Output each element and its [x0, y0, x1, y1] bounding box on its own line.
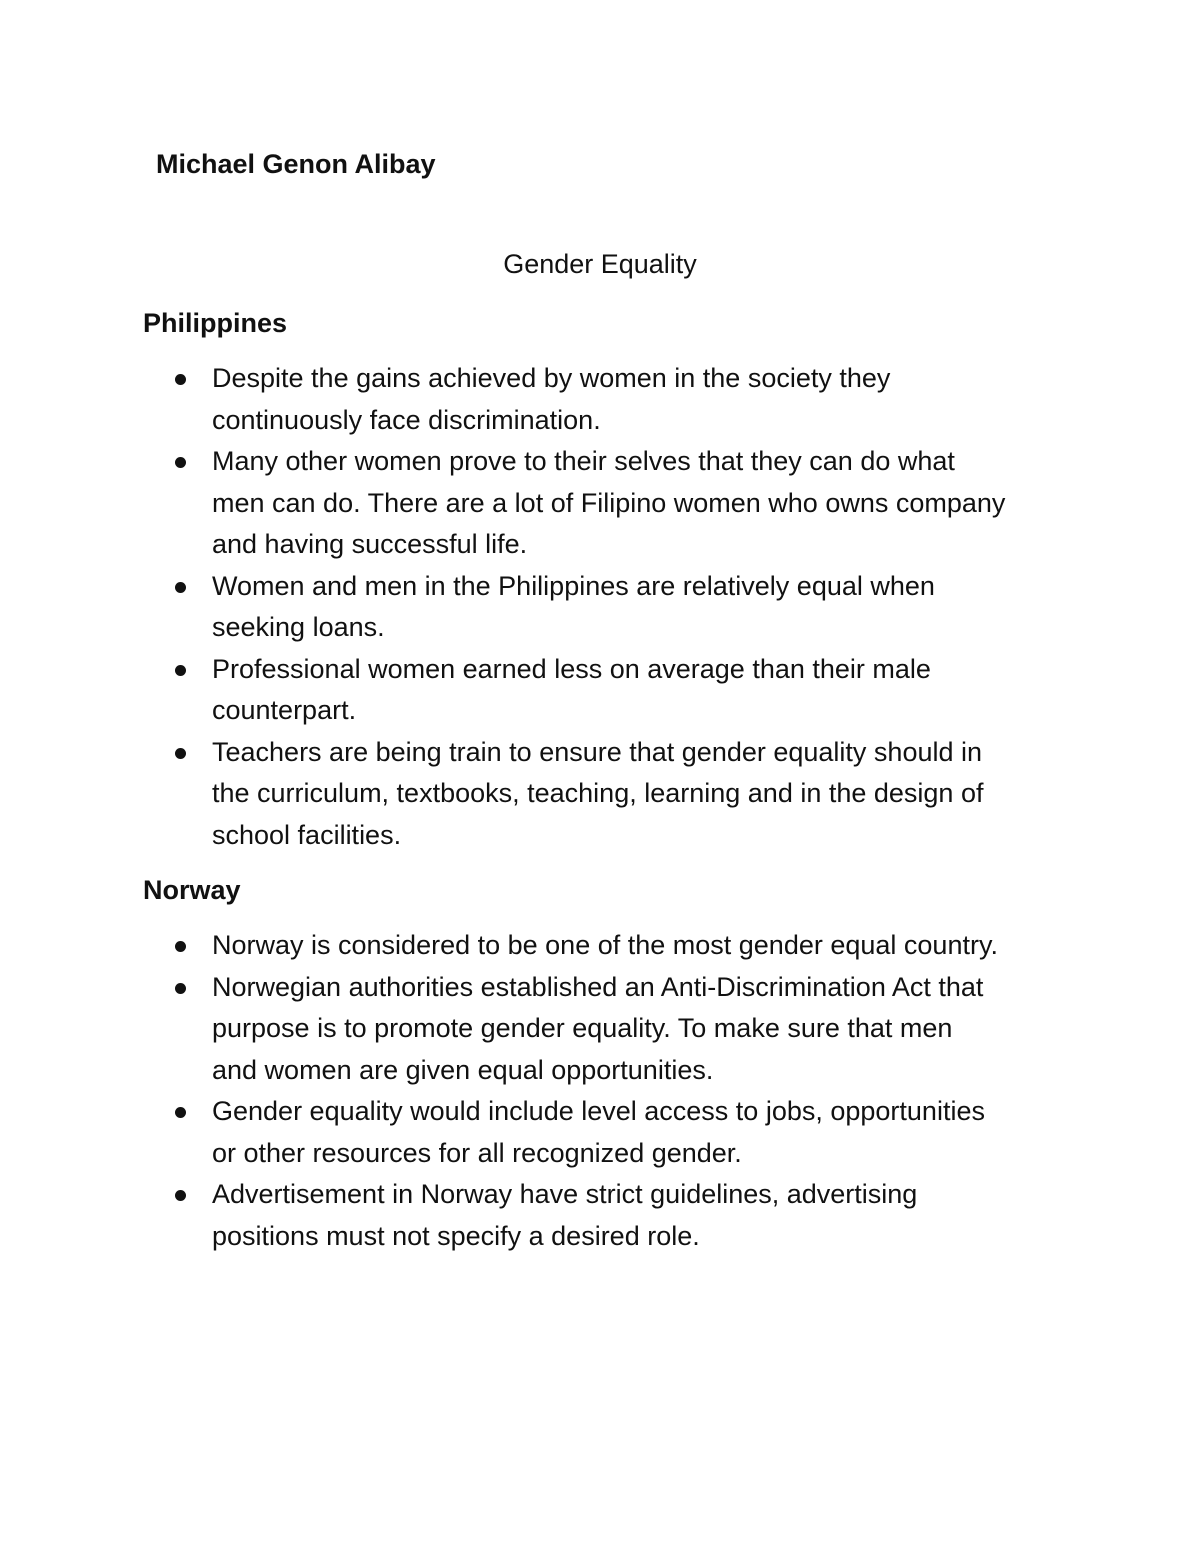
section-heading-norway: Norway [143, 875, 241, 905]
bullet-point-icon [175, 582, 186, 593]
list-item [0, 566, 1200, 649]
bullet-point-icon [175, 941, 186, 952]
bullet-point-icon [175, 1107, 186, 1118]
bullet-list-philippines [0, 358, 1200, 856]
list-item [0, 967, 1200, 1092]
bullet-point-icon [175, 665, 186, 676]
bullet-text: Women and men in the Philippines are relatively equal when seeking loans. [212, 570, 935, 642]
bullet-list-norway [0, 925, 1200, 1257]
list-item [0, 1091, 1200, 1174]
section-heading-philippines: Philippines [143, 308, 288, 338]
bullet-text: Despite the gains achieved by women in the society they continuously face discrimination. [212, 363, 891, 435]
bullet-text: Teachers are being train to ensure that gender equality should in the curriculum, textbooks, teaching, learning and in the design of school facilities. [212, 736, 984, 850]
bullet-text: Gender equality would include level access to jobs, opportunities or other resources for all recognized gender. [212, 1096, 985, 1168]
bullet-point-icon [175, 748, 186, 759]
document-title: Gender Equality [503, 249, 697, 279]
list-item [0, 1174, 1200, 1257]
bullet-text: Norwegian authorities established an Anti-Discrimination Act that purpose is to promote gender equality. To make sure that men and women are given equal opportunities. [212, 971, 984, 1085]
list-item [0, 925, 1200, 967]
bullet-text: Norway is considered to be one of the most gender equal country. [212, 930, 998, 960]
list-item [0, 649, 1200, 732]
bullet-point-icon [175, 374, 186, 385]
bullet-text: Advertisement in Norway have strict guidelines, advertising positions must not specify a desired role. [212, 1179, 918, 1251]
author-name: Michael Genon Alibay [156, 149, 436, 179]
bullet-text: Many other women prove to their selves that they can do what men can do. There are a lot of Filipino women who owns company and having successful life. [212, 446, 1006, 559]
bullet-text: Professional women earned less on average than their male counterpart. [212, 653, 931, 725]
list-item [0, 732, 1200, 857]
bullet-point-icon [175, 983, 186, 994]
bullet-point-icon [175, 1190, 186, 1201]
list-item [0, 358, 1200, 441]
bullet-point-icon [175, 457, 186, 468]
list-item [0, 441, 1200, 566]
